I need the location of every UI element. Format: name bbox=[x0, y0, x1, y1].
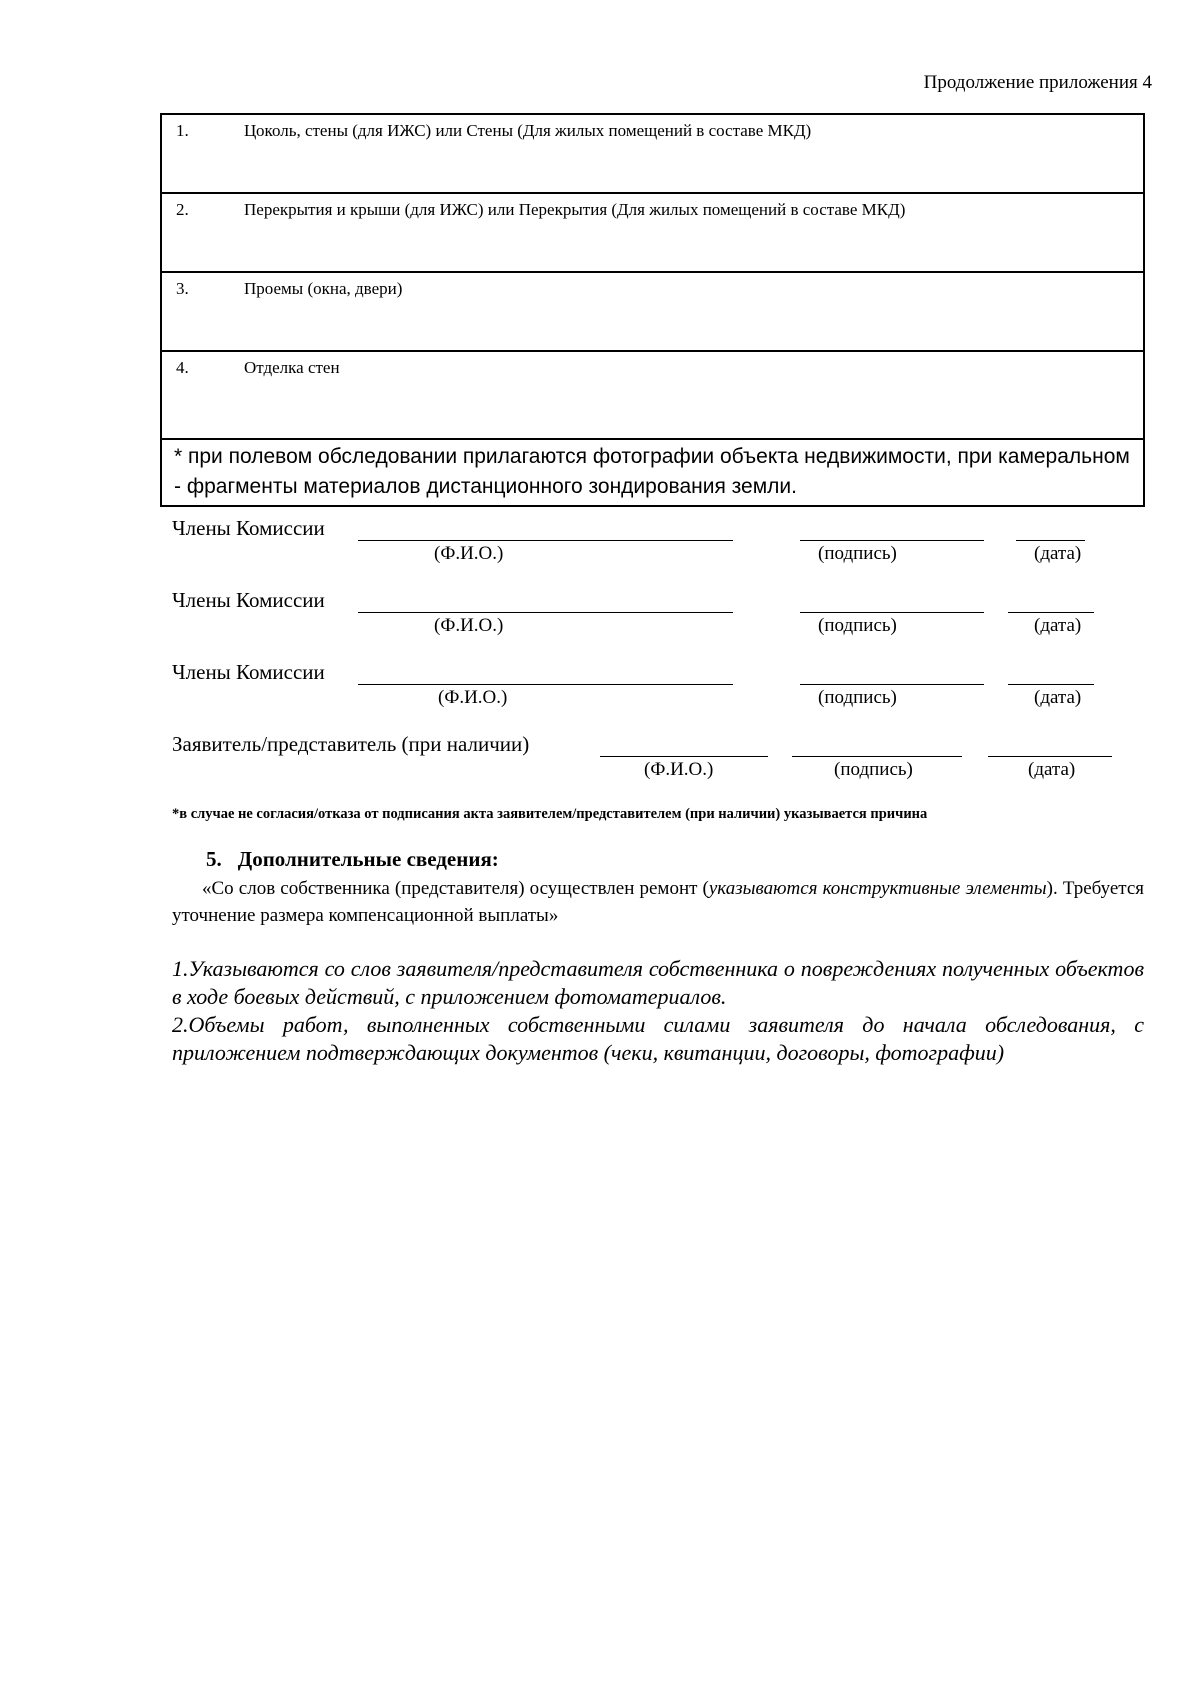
fio-caption: (Ф.И.О.) bbox=[438, 687, 508, 708]
table-row bbox=[162, 115, 1143, 194]
table-photo-note: * при полевом обследовании прилагаются фотографии объекта недвижимости, при камеральном - фрагменты материалов дистанционного зондирования земли. bbox=[174, 445, 1130, 498]
table-row bbox=[162, 194, 1143, 273]
date-caption: (дата) bbox=[1034, 543, 1082, 564]
table-row bbox=[162, 352, 1143, 440]
signature-line[interactable] bbox=[800, 540, 984, 541]
instruction-item: 1.Указываются со слов заявителя/представителя собственника о повреждениях полученных объектов в ходе боевых действий, с приложением фотоматериалов. bbox=[172, 956, 1144, 1009]
row-label: Отделка стен bbox=[244, 358, 340, 377]
row-number: 2. bbox=[176, 200, 189, 219]
fio-line[interactable] bbox=[358, 540, 733, 541]
instruction-item: 2.Объемы работ, выполненных собственными силами заявителя до начала обследования, с приложением подтверждающих документов (чеки, квитанции, договоры, фотографии) bbox=[172, 1012, 1144, 1065]
instructions-list bbox=[172, 955, 1144, 1067]
table-row bbox=[162, 273, 1143, 352]
fio-line[interactable] bbox=[358, 612, 733, 613]
refusal-footnote: *в случае не согласия/отказа от подписания акта заявителем/представителем (при наличии) указывается причина bbox=[172, 806, 928, 822]
date-caption: (дата) bbox=[1034, 687, 1082, 708]
fio-caption: (Ф.И.О.) bbox=[644, 759, 714, 780]
fio-line[interactable] bbox=[600, 756, 768, 757]
section-5-title bbox=[206, 847, 499, 872]
row-number: 1. bbox=[176, 121, 189, 140]
continuation-header: Продолжение приложения 4 bbox=[923, 72, 1152, 93]
section-5-text bbox=[172, 875, 1144, 929]
date-line[interactable] bbox=[1016, 540, 1085, 541]
row-label: Цоколь, стены (для ИЖС) или Стены (Для жилых помещений в составе МКД) bbox=[244, 121, 812, 140]
text-italic-part: указываются конструктивные элементы bbox=[708, 878, 1047, 899]
signature-caption: (подпись) bbox=[834, 759, 913, 780]
text-part: «Со слов собственника (представителя) осуществлен ремонт ( bbox=[202, 878, 709, 899]
commission-member-signature bbox=[172, 588, 1122, 648]
conditions-table bbox=[160, 113, 1145, 507]
date-line[interactable] bbox=[1008, 612, 1094, 613]
signature-label: Члены Комиссии bbox=[172, 588, 325, 612]
commission-member-signature bbox=[172, 516, 1122, 576]
applicant-signature bbox=[172, 732, 1122, 792]
fio-caption: (Ф.И.О.) bbox=[434, 615, 504, 636]
signature-line[interactable] bbox=[800, 612, 984, 613]
signature-caption: (подпись) bbox=[818, 687, 897, 708]
signature-caption: (подпись) bbox=[818, 615, 897, 636]
date-line[interactable] bbox=[988, 756, 1112, 757]
applicant-label: Заявитель/представитель (при наличии) bbox=[172, 732, 530, 756]
row-number: 4. bbox=[176, 358, 189, 377]
fio-line[interactable] bbox=[358, 684, 733, 685]
fio-caption: (Ф.И.О.) bbox=[434, 543, 504, 564]
row-label: Проемы (окна, двери) bbox=[244, 279, 403, 298]
date-caption: (дата) bbox=[1034, 615, 1082, 636]
text-part: ). Требуется уточнение размера компенсационной выплаты» bbox=[172, 878, 1144, 926]
date-caption: (дата) bbox=[1028, 759, 1076, 780]
row-number: 3. bbox=[176, 279, 189, 298]
commission-member-signature bbox=[172, 660, 1122, 720]
section-number: 5. bbox=[206, 847, 222, 871]
row-label: Перекрытия и крыши (для ИЖС) или Перекрытия (Для жилых помещений в составе МКД) bbox=[244, 200, 906, 219]
date-line[interactable] bbox=[1008, 684, 1094, 685]
signature-label: Члены Комиссии bbox=[172, 660, 325, 684]
signature-caption: (подпись) bbox=[818, 543, 897, 564]
signature-line[interactable] bbox=[800, 684, 984, 685]
section-heading: Дополнительные сведения: bbox=[237, 847, 499, 871]
signature-label: Члены Комиссии bbox=[172, 516, 325, 540]
signature-line[interactable] bbox=[792, 756, 962, 757]
